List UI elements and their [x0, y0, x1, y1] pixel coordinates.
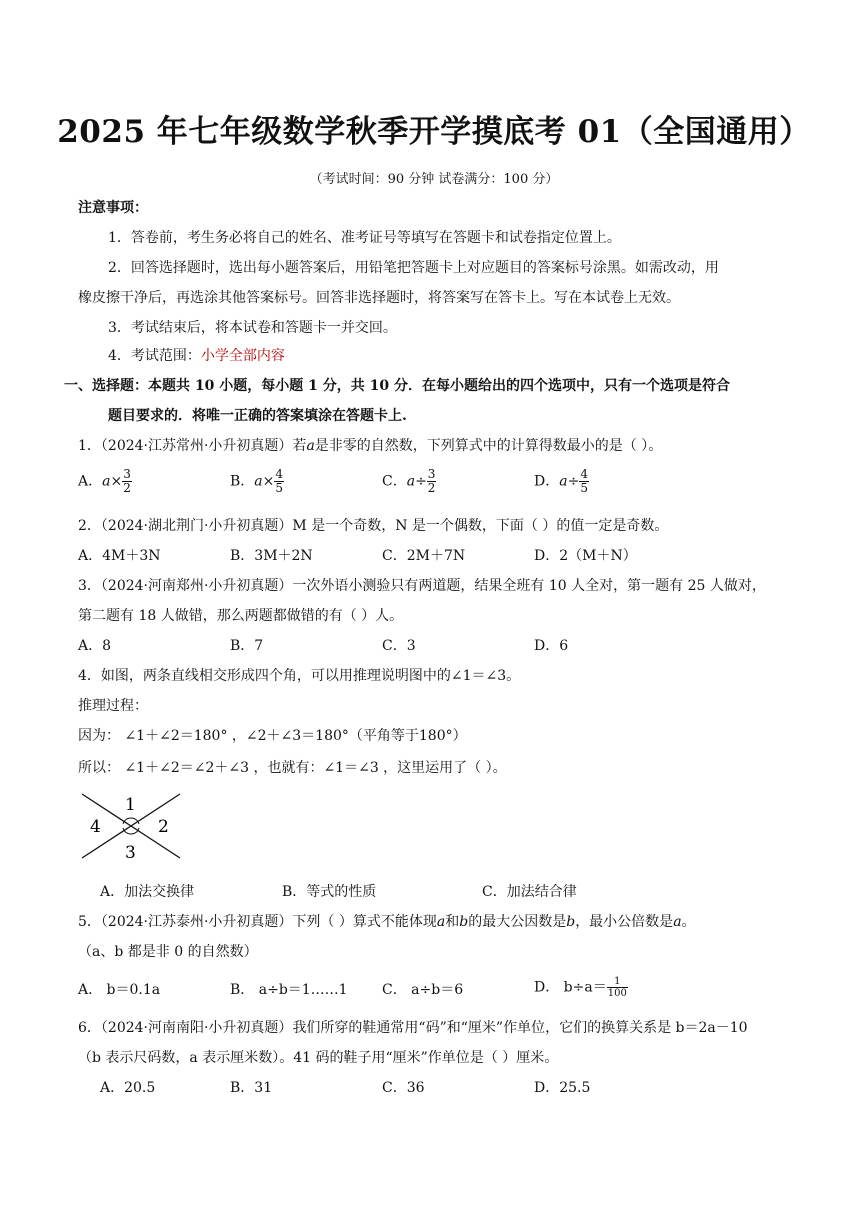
q6-option-d[interactable]: D．25.5	[534, 1080, 591, 1096]
q6-option-b[interactable]: B．31	[230, 1080, 273, 1096]
q6-option-c[interactable]: C．36	[382, 1080, 425, 1096]
q2-option-d[interactable]: D．2（M＋N）	[534, 548, 637, 564]
q4-so: 所以： ∠1＋∠2＝∠2＋∠3 ，也就有：∠1＝∠3 ，这里运用了（ ）。	[78, 760, 507, 776]
question-3-stem-line-1: 3．（2024·河南郑州·小升初真题）一次外语小测验只有两道题，结果全班有 10 人全对，第一题有 25 人做对，	[78, 578, 766, 594]
question-4-stem: 4．如图，两条直线相交形成四个角，可以用推理说明图中的∠1＝∠3。	[78, 668, 521, 684]
q4-option-c[interactable]: C．加法结合律	[482, 884, 577, 900]
q5-note: （a、b 都是非 0 的自然数）	[78, 944, 258, 960]
q5-option-b[interactable]: B． a÷b＝1……1	[230, 982, 348, 998]
question-6-stem-line-2: （b 表示尺码数，a 表示厘米数）。41 码的鞋子用“厘米”作单位是（ ）厘米。	[78, 1050, 559, 1066]
notice-item-4	[108, 346, 285, 366]
angle-label-2: 2	[158, 817, 169, 837]
section-1-heading-cont: 题目要求的．将唯一正确的答案填涂在答题卡上.	[108, 408, 407, 424]
angle-label-3: 3	[125, 843, 136, 862]
q5-option-d[interactable]: D． b÷a＝ $\frac{1}{100}$	[534, 976, 627, 999]
angle-label-4: 4	[90, 817, 101, 837]
notice-item-2-line-2: 橡皮擦干净后，再选涂其他答案标号。回答非选择题时，将答案写在答卡上。写在本试卷上无效。	[78, 290, 680, 306]
question-6-stem-line-1: 6．（2024·河南南阳·小升初真题）我们所穿的鞋通常用“码”和“厘米”作单位，它们的换算关系是 b＝2a－10	[78, 1020, 748, 1036]
question-2-stem: 2．（2024·湖北荆门·小升初真题）M 是一个奇数，N 是一个偶数，下面（ ）的值一定是奇数。	[78, 518, 669, 534]
q6-option-a[interactable]: A．20.5	[100, 1080, 156, 1096]
q1-option-c[interactable]: C．a÷ $\frac{3}{2}$	[382, 467, 436, 495]
notice-item-1: 1．答卷前，考生务必将自己的姓名、准考证号等填写在答题卡和试卷指定位置上。	[108, 230, 621, 246]
q3-option-b[interactable]: B．7	[230, 638, 264, 654]
q4-because: 因为： ∠1＋∠2＝180° ，∠2＋∠3＝180°（平角等于180°）	[78, 728, 467, 744]
section-1-heading: 一、选择题：本题共 10 小题，每小题 1 分，共 10 分．在每小题给出的四个选项中，只有一个选项是符合	[64, 378, 730, 394]
q3-option-d[interactable]: D．6	[534, 638, 569, 654]
angle-label-1: 1	[125, 795, 136, 815]
intersecting-lines-figure	[78, 790, 188, 862]
q2-option-c[interactable]: C．2M＋7N	[382, 548, 466, 564]
q4-option-b[interactable]: B．等式的性质	[282, 884, 377, 900]
q3-option-c[interactable]: C．3	[382, 638, 416, 654]
q1-option-b[interactable]: B．a× $\frac{4}{5}$	[230, 467, 284, 495]
q5-option-a[interactable]: A． b＝0.1a	[78, 982, 161, 998]
q4-option-a[interactable]: A．加法交换律	[100, 884, 195, 900]
question-1-stem: 1．（2024·江苏常州·小升初真题）若a是非零的自然数，下列算式中的计算得数最小的是（ ）。	[78, 438, 663, 454]
exam-subtitle: （考试时间：90 分钟 试卷满分：100 分）	[309, 172, 559, 187]
notice-heading: 注意事项：	[78, 200, 148, 216]
page-title: 2025 年七年级数学秋季开学摸底考 01（全国通用）	[57, 114, 811, 150]
q1-option-d[interactable]: D．a÷ $\frac{4}{5}$	[534, 467, 588, 495]
notice-item-3: 3．考试结束后，将本试卷和答题卡一并交回。	[108, 320, 397, 336]
notice-item-2-line-1: 2．回答选择题时，选出每小题答案后，用铅笔把答题卡上对应题目的答案标号涂黑。如需改动，用	[108, 260, 719, 276]
question-5-stem: 5．（2024·江苏泰州·小升初真题）下列（ ）算式不能体现a和b的最大公因数是b，最小公倍数是a。	[78, 914, 696, 930]
notice-item-4-prefix: 4．考试范围：	[108, 348, 201, 364]
q1-option-a[interactable]: A．a× $\frac{3}{2}$	[78, 467, 131, 495]
question-3-stem-line-2: 第二题有 18 人做错，那么两题都做错的有（ ）人。	[78, 608, 404, 624]
q2-option-a[interactable]: A．4M＋3N	[78, 548, 161, 564]
q5-option-c[interactable]: C． a÷b＝6	[382, 982, 464, 998]
q3-option-a[interactable]: A．8	[78, 638, 112, 654]
exam-scope: 小学全部内容	[200, 348, 285, 364]
q2-option-b[interactable]: B．3M＋2N	[230, 548, 313, 564]
q4-reasoning-label: 推理过程：	[78, 698, 148, 714]
